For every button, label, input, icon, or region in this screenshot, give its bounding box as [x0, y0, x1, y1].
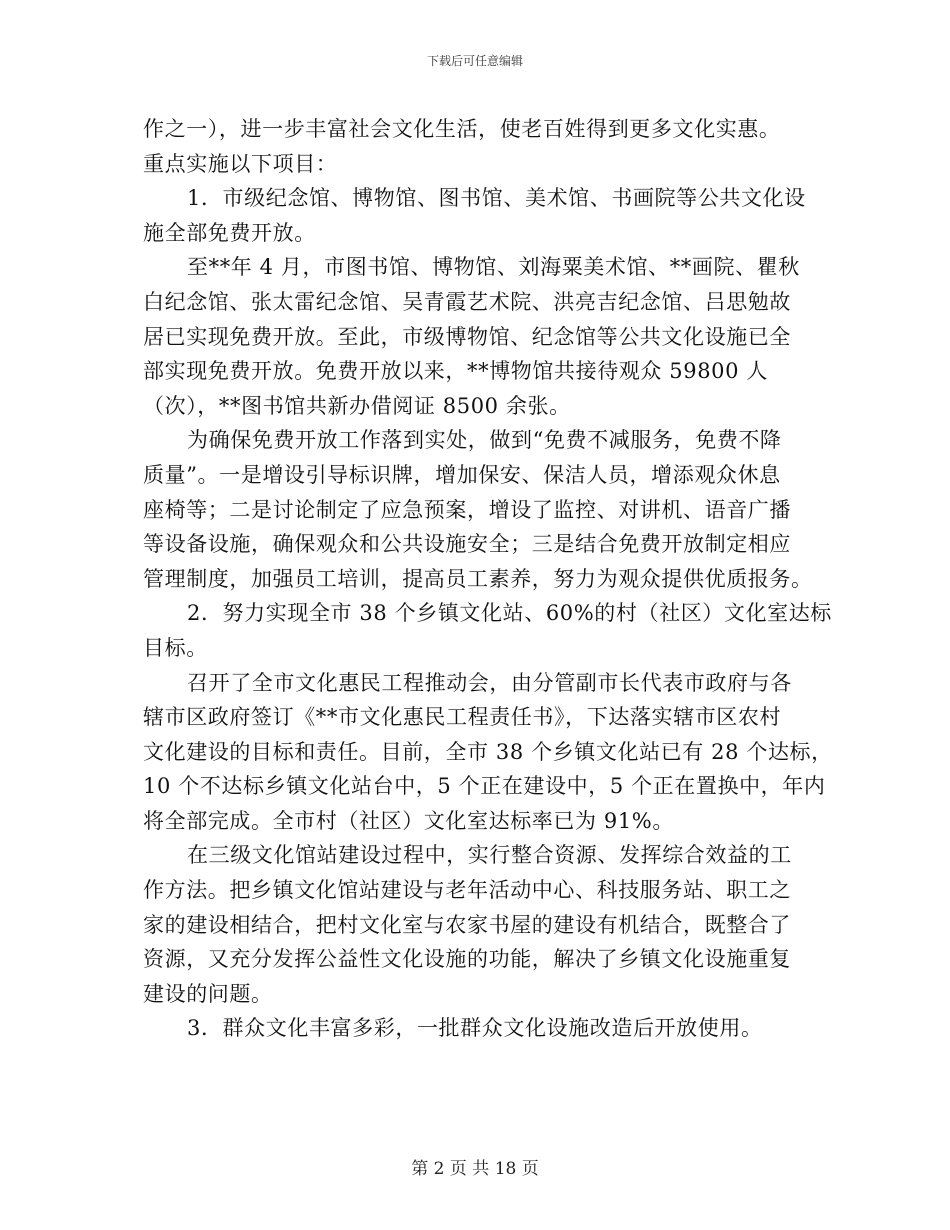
text-line: 将全部完成。全市村（社区）文化室达标率已为 91%。	[143, 808, 674, 833]
text-line: 居已实现免费开放。至此，市级博物馆、纪念馆等公共文化设施已全	[143, 324, 791, 349]
section-heading-2: 2．努力实现全市 38 个乡镇文化站、60%的村（社区）文化室达标	[187, 601, 832, 626]
text-line: 等设备设施，确保观众和公共设施安全；三是结合免费开放制定相应	[143, 532, 791, 557]
text-line: 至**年 4 月，市图书馆、博物馆、刘海粟美术馆、**画院、瞿秋	[187, 255, 800, 280]
text-line: 部实现免费开放。免费开放以来，**博物馆共接待观众 59800 人	[143, 359, 768, 384]
text-line: 家的建设相结合，把村文化室与农家书屋的建设有机结合，既整合了	[143, 912, 791, 937]
text-line: 10 个不达标乡镇文化站台中，5 个正在建设中，5 个正在置换中，年内	[143, 774, 826, 799]
text-line: 资源，又充分发挥公益性文化设施的功能，解决了乡镇文化设施重复	[143, 947, 791, 972]
section-heading-3: 3．群众文化丰富多彩，一批群众文化设施改造后开放使用。	[187, 1016, 763, 1041]
section-heading-1: 1．市级纪念馆、博物馆、图书馆、美术馆、书画院等公共文化设	[187, 186, 806, 211]
text-line: 重点实施以下项目：	[143, 151, 338, 176]
document-body	[143, 112, 833, 1046]
text-line: 文化建设的目标和责任。目前，全市 38 个乡镇文化站已有 28 个达标，	[143, 739, 833, 764]
text-line: 辖市区政府签订《**市文化惠民工程责任书》，下达落实辖市区农村	[143, 705, 782, 730]
text-line: 施全部免费开放。	[143, 220, 316, 245]
text-line: 为确保免费开放工作落到实处，做到“免费不减服务，免费不降	[187, 428, 782, 453]
text-line: 质量”。一是增设引导标识牌，增加保安、保洁人员，增添观众休息	[143, 462, 781, 487]
text-line: 目标。	[143, 635, 208, 660]
text-line: 管理制度，加强员工培训，提高员工素养，努力为观众提供优质报务。	[143, 566, 813, 591]
text-line: 作方法。把乡镇文化馆站建设与老年活动中心、科技服务站、职工之	[143, 878, 791, 903]
page-number: 第 2 页 共 18 页	[411, 1159, 539, 1179]
text-line: 在三级文化馆站建设过程中，实行整合资源、发挥综合效益的工	[187, 843, 792, 868]
text-line: 座椅等；二是讨论制定了应急预案，增设了监控、对讲机、语音广播	[143, 497, 791, 522]
text-line: 召开了全市文化惠民工程推动会，由分管副市长代表市政府与各	[187, 670, 792, 695]
page-header: 下载后可任意编辑	[426, 54, 523, 68]
text-line: （次），**图书馆共新办借阅证 8500 余张。	[143, 393, 571, 418]
text-line: 建设的问题。	[143, 981, 273, 1006]
text-line: 白纪念馆、张太雷纪念馆、吴青霞艺术院、洪亮吉纪念馆、吕思勉故	[143, 289, 791, 314]
text-line: 作之一），进一步丰富社会文化生活，使老百姓得到更多文化实惠。	[143, 117, 781, 141]
